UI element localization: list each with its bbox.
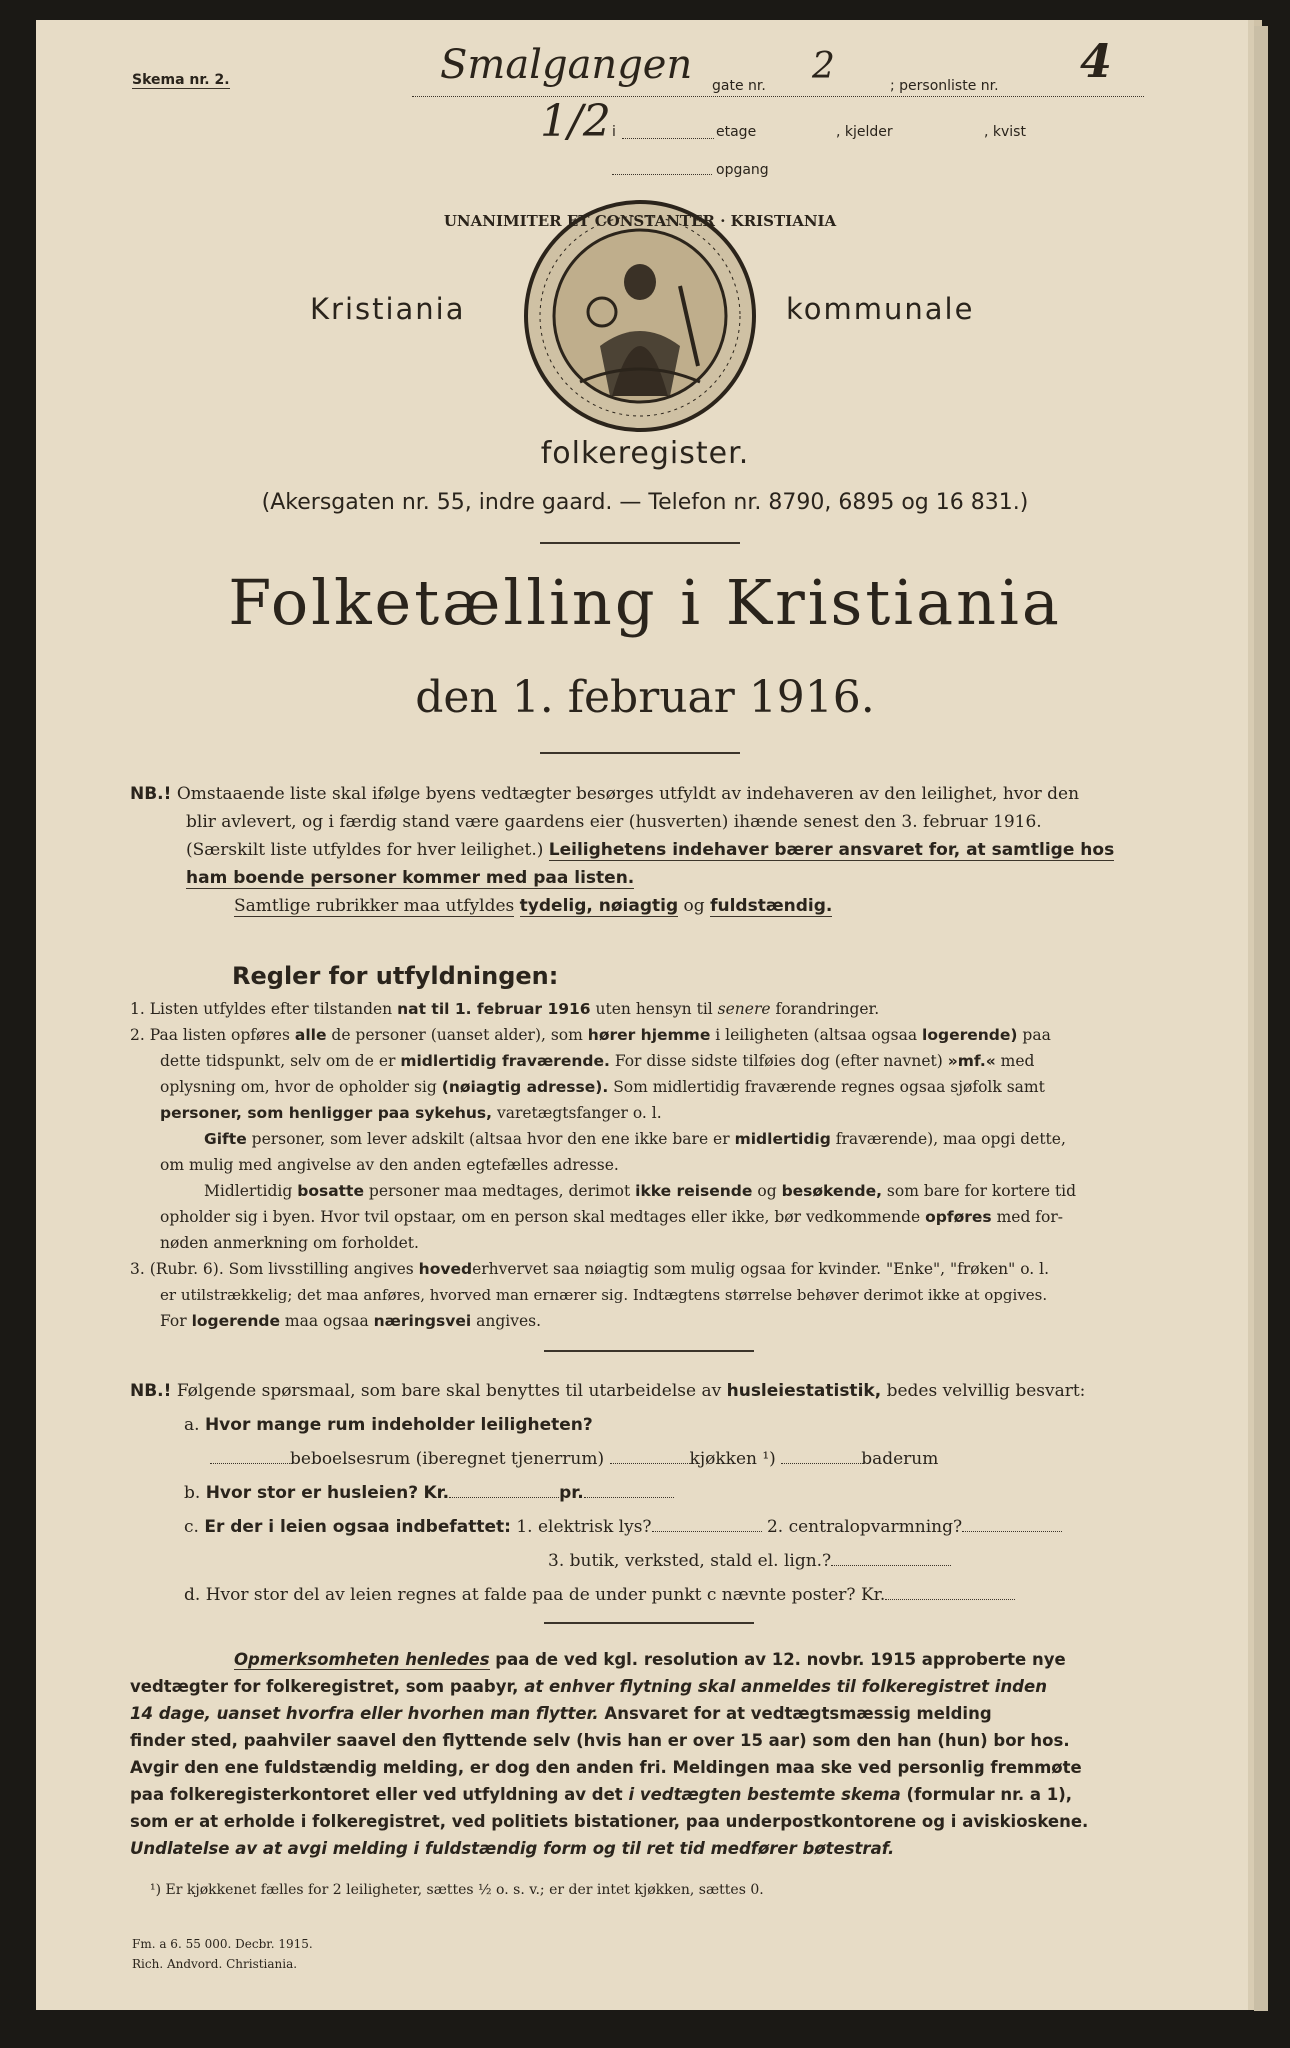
nb-label: NB.! bbox=[130, 784, 172, 804]
rules-list: 1. Listen utfyldes efter tilstanden nat til 1. februar 1916 uten hensyn til senere forandringer. 2. Paa listen opføres alle de personer (uanset alder), som hører hjemme i leiligheten (altsaa ogsaa logerende) paa dette tidspunkt, selv om de er midlertidig fraværende. For disse sidste tilføies dog (efter navnet) »mf.« med oplysning om, hvor de opholder sig (nøiagtig adresse). Som midlertidig fraværende regnes ogsaa sjøfolk samt personer, som henligger paa sykehus, varetægtsfanger o. l. Gifte personer, som lever adskilt (altsaa hvor den ene ikke bare er midlertidig fraværende), maa opgi dette, om mulig med angivelse av den anden egtefælles adresse. Midlertidig bosatte personer maa medtages, derimot ikke reisende og besøkende, som bare for kortere tid opholder sig i byen. Hvor tvil opstaar, om en person skal medtages eller ikke, bør vedkommende opføres med for- nøden anmerkning om forholdet. 3. (Rubr. 6). Som livsstilling angives hovederhvervet saa nøiagtig som mulig ogsaa for kvinder. "Enke", "frøken" o. l. er utilstrækkelig; det maa anføres, hvorved man ernærer sig. Indtægtens størrelse behøver derimot ikke at opgives. For logerende maa ogsaa næringsvei angives. bbox=[130, 996, 1170, 1334]
address-line bbox=[412, 96, 1144, 97]
folkeregister-title: folkeregister. bbox=[540, 436, 750, 471]
nb-section bbox=[130, 780, 1160, 920]
kitchen-field[interactable] bbox=[610, 1463, 690, 1464]
posts-amount-field[interactable] bbox=[885, 1599, 1015, 1600]
rule-1: 1. Listen utfyldes efter tilstanden nat til 1. februar 1916 uten hensyn til senere forandringer. bbox=[130, 1000, 880, 1018]
nb-line: (Særskilt liste utfyldes for hver leilighet.) bbox=[186, 840, 544, 860]
print-info: Fm. a 6. 55 000. Decbr. 1915. Rich. Andvord. Christiania. bbox=[132, 1937, 313, 1971]
census-date: den 1. februar 1916. bbox=[415, 672, 875, 723]
rent-amount-field[interactable] bbox=[449, 1497, 559, 1498]
floor-prefix: i bbox=[612, 124, 616, 140]
rent-questions: NB.! Følgende spørsmaal, som bare skal benyttes til utarbeidelse av husleiestatistik, bedes velvillig besvart: a. Hvor mange rum indeholder leiligheten? beboelsesrum (iberegnet tjenerrum) kjøkken ¹) baderum b. Hvor stor er husleien? Kr. pr. c. Er der i leien ogsaa indbefattet: 1. elektrisk lys? 2. centralopvarmning? 3. butik, verksted, stald el. lign.? d. Hvor stor del av leien regnes at falde paa de under punkt c nævnte poster? Kr. bbox=[130, 1381, 1086, 1605]
divider bbox=[544, 1350, 754, 1352]
shop-field[interactable] bbox=[831, 1565, 951, 1566]
office-address: (Akersgaten nr. 55, indre gaard. — Telefon nr. 8790, 6895 og 16 831.) bbox=[261, 490, 1029, 515]
kvist-label: , kvist bbox=[984, 124, 1026, 140]
kristiania-text: Kristiania bbox=[310, 292, 466, 326]
census-title: Folketælling i Kristiania bbox=[228, 566, 1062, 639]
nb-emphasis: fuldstændig. bbox=[710, 896, 833, 916]
divider bbox=[540, 752, 740, 754]
floor-handwritten: 1/2 bbox=[540, 96, 611, 147]
electric-field[interactable] bbox=[652, 1531, 762, 1532]
rooms-field[interactable] bbox=[210, 1463, 290, 1464]
gate-label: gate nr. bbox=[712, 78, 766, 94]
nb-line: Samtlige rubrikker maa utfyldes bbox=[234, 896, 515, 916]
seal-icon bbox=[443, 196, 837, 436]
floor-line bbox=[622, 138, 714, 139]
bath-field[interactable] bbox=[781, 1463, 861, 1464]
gate-number: 2 bbox=[812, 46, 835, 87]
etage-label: etage bbox=[716, 124, 757, 140]
rules-heading: Regler for utfyldningen: bbox=[232, 962, 559, 990]
divider bbox=[540, 542, 740, 544]
personliste-label: ; personliste nr. bbox=[890, 78, 999, 94]
nb-emphasis: Leilighetens indehaver bærer ansvaret for, at samtlige hos bbox=[548, 840, 1115, 860]
nb-line: og bbox=[683, 896, 705, 916]
skema-number: Skema nr. 2. bbox=[132, 72, 230, 88]
rule-3: 3. (Rubr. 6). Som livsstilling angives hovederhvervet saa nøiagtig som mulig ogsaa for kvinder. "Enke", "frøken" o. l. bbox=[130, 1260, 1049, 1278]
seal-ring-text: UNANIMITER ET CONSTANTER · KRISTIANIA bbox=[443, 212, 837, 230]
rent-period-field[interactable] bbox=[584, 1497, 674, 1498]
paper-edge bbox=[1254, 26, 1268, 2011]
footnote: ¹) Er kjøkkenet fælles for 2 leiligheter, sættes ½ o. s. v.; er der intet kjøkken, sættes 0. bbox=[150, 1882, 764, 1898]
nb-line: Omstaaende liste skal ifølge byens vedtægter besørges utfyldt av indehaveren av den leilighet, hvor den bbox=[176, 784, 1080, 804]
heating-field[interactable] bbox=[962, 1531, 1062, 1532]
rule-2: 2. Paa listen opføres alle de personer (uanset alder), som hører hjemme i leiligheten (altsaa ogsaa logerende) paa bbox=[130, 1026, 1051, 1044]
moving-notice: Opmerksomheten henledes paa de ved kgl. resolution av 12. novbr. 1915 approberte nye vedtægter for folkeregistret, som paabyr, at enhver flytning skal anmeldes til folkeregistret inden 14 dage, uanset hvorfra eller hvorhen man flytter. Ansvaret for at vedtægtsmæssig melding finder sted, paahviler saavel den flyttende selv (hvis han er over 15 aar) som den han (hun) bor hos. Avgir den ene fuldstændig melding, er dog den anden fri. Meldingen maa ske ved personlig fremmøte paa folkeregisterkontoret eller ved utfyldning av det i vedtægten bestemte skema (formular nr. a 1), som er at erholde i folkeregistret, ved politiets bistationer, paa underpostkontorene og i aviskioskene. Undlatelse av at avgi melding i fuldstændig form og til ret tid medfører bøtestraf. bbox=[130, 1650, 1089, 1858]
city-seal bbox=[443, 196, 837, 436]
kommunale-text: kommunale bbox=[786, 292, 975, 326]
nb-emphasis: tydelig, nøiagtig bbox=[519, 896, 679, 916]
nb-line: blir avlevert, og i færdig stand være gaardens eier (husverten) ihænde senest den 3. februar 1916. bbox=[186, 812, 1042, 832]
opgang-line bbox=[612, 174, 712, 175]
nb-emphasis: ham boende personer kommer med paa listen. bbox=[186, 868, 635, 888]
street-handwritten: Smalgangen bbox=[440, 42, 693, 88]
personliste-number: 4 bbox=[1080, 34, 1113, 88]
divider bbox=[544, 1622, 754, 1624]
opgang-label: opgang bbox=[716, 162, 769, 178]
kjelder-label: , kjelder bbox=[836, 124, 893, 140]
